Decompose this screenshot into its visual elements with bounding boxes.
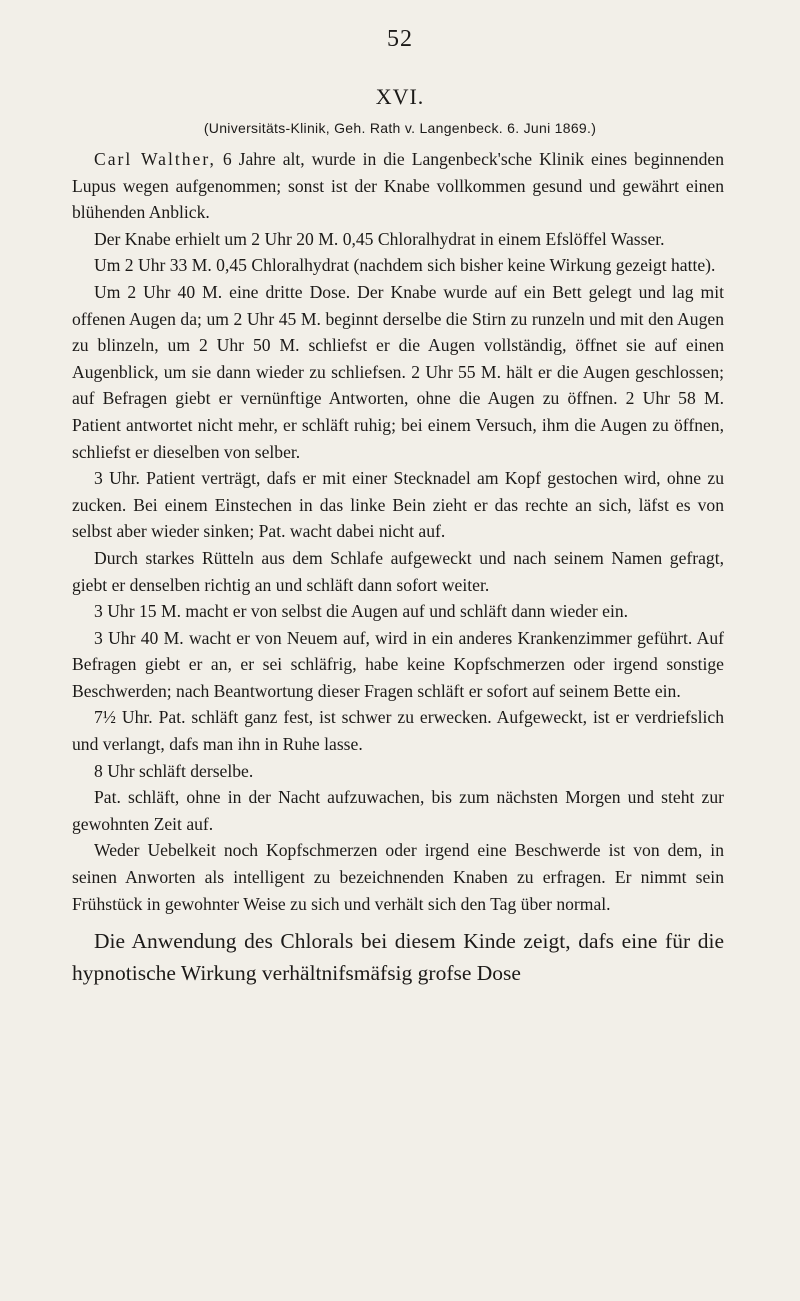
- paragraph-6: Durch starkes Rütteln aus dem Schlafe aufgeweckt und nach seinem Namen gefragt, giebt er denselben richtig an und schläft dann sofort weiter.: [72, 547, 724, 595]
- paragraph-5: 3 Uhr. Patient verträgt, dafs er mit einer Stecknadel am Kopf gestochen wird, ohne zu zucken. Bei einem Einstechen in das linke Bein zieht er das rechte an sich, läfst es von selbst aber wieder sinken; Pat. wacht dabei nicht auf.: [72, 468, 724, 542]
- paragraph-10: 8 Uhr schläft derselbe.: [94, 760, 254, 781]
- patient-name: Carl Walther,: [94, 149, 216, 169]
- paragraph-1: [72, 146, 724, 226]
- paragraph-2: Der Knabe erhielt um 2 Uhr 20 M. 0,45 Chloralhydrat in einem Efslöffel Wasser.: [94, 228, 665, 249]
- paragraph-9: 7½ Uhr. Pat. schläft ganz fest, ist schwer zu erwecken. Aufgeweckt, ist er verdriefslich und verlangt, dafs man ihn in Ruhe lasse.: [72, 707, 724, 755]
- paragraph-13: Die Anwendung des Chlorals bei diesem Kinde zeigt, dafs eine für die hypnotische Wirkung verhältnifsmäfsig grofse Dose: [72, 929, 724, 986]
- page-number: 52: [387, 26, 413, 52]
- paragraph-11: Pat. schläft, ohne in der Nacht aufzuwachen, bis zum nächsten Morgen und steht zur gewohnten Zeit auf.: [72, 787, 724, 834]
- paragraph-4: Um 2 Uhr 40 M. eine dritte Dose. Der Knabe wurde auf ein Bett gelegt und lag mit offenen Augen da; um 2 Uhr 45 M. beginnt derselbe die Stirn zu runzeln und mit den Augen zu blinzeln, um 2 Uhr 50 M. schliefst er die Augen vollständig, öffnet sie auf einen Augenblick, um sie dann wieder zu schliefsen. 2 Uhr 55 M. hält er die Augen geschlossen; auf Befragen giebt er vernünftige Antworten, ohne die Augen zu öffnen. 2 Uhr 58 M. Patient antwortet nicht mehr, er schläft ruhig; bei einem Versuch, ihm die Augen zu öffnen, schliefst er dieselben von selber.: [72, 281, 724, 462]
- paragraph-12: Weder Uebelkeit noch Kopfschmerzen oder irgend eine Beschwerde ist von dem, in seinen Anworten als intelligent zu bezeichnenden Knaben zu erfragen. Er nimmt sein Frühstück in gewohnter Weise zu sich und verhält sich den Tag über normal.: [72, 840, 724, 914]
- paragraph-1-text: 6 Jahre alt, wurde in die Langenbeck'sche Klinik eines beginnenden Lupus wegen aufgenommen; sonst ist der Knabe vollkommen gesund und gewährt einen blühenden Anblick.: [72, 149, 725, 223]
- paragraph-7: 3 Uhr 15 M. macht er von selbst die Augen auf und schläft dann wieder ein.: [94, 601, 629, 622]
- body-text: [72, 146, 724, 989]
- paragraph-3: Um 2 Uhr 33 M. 0,45 Chloralhydrat (nachdem sich bisher keine Wirkung gezeigt hatte).: [94, 255, 716, 276]
- paragraph-8: 3 Uhr 40 M. wacht er von Neuem auf, wird in ein anderes Krankenzimmer geführt. Auf Befragen giebt er an, er sei schläfrig, habe keine Kopfschmerzen oder irgend sonstige Beschwerden; nach Beantwortung dieser Fragen schläft er sofort auf seinem Bette ein.: [72, 627, 724, 701]
- section-source-line: (Universitäts-Klinik, Geh. Rath v. Langenbeck. 6. Juni 1869.): [203, 120, 597, 136]
- section-heading: XVI.: [375, 84, 425, 109]
